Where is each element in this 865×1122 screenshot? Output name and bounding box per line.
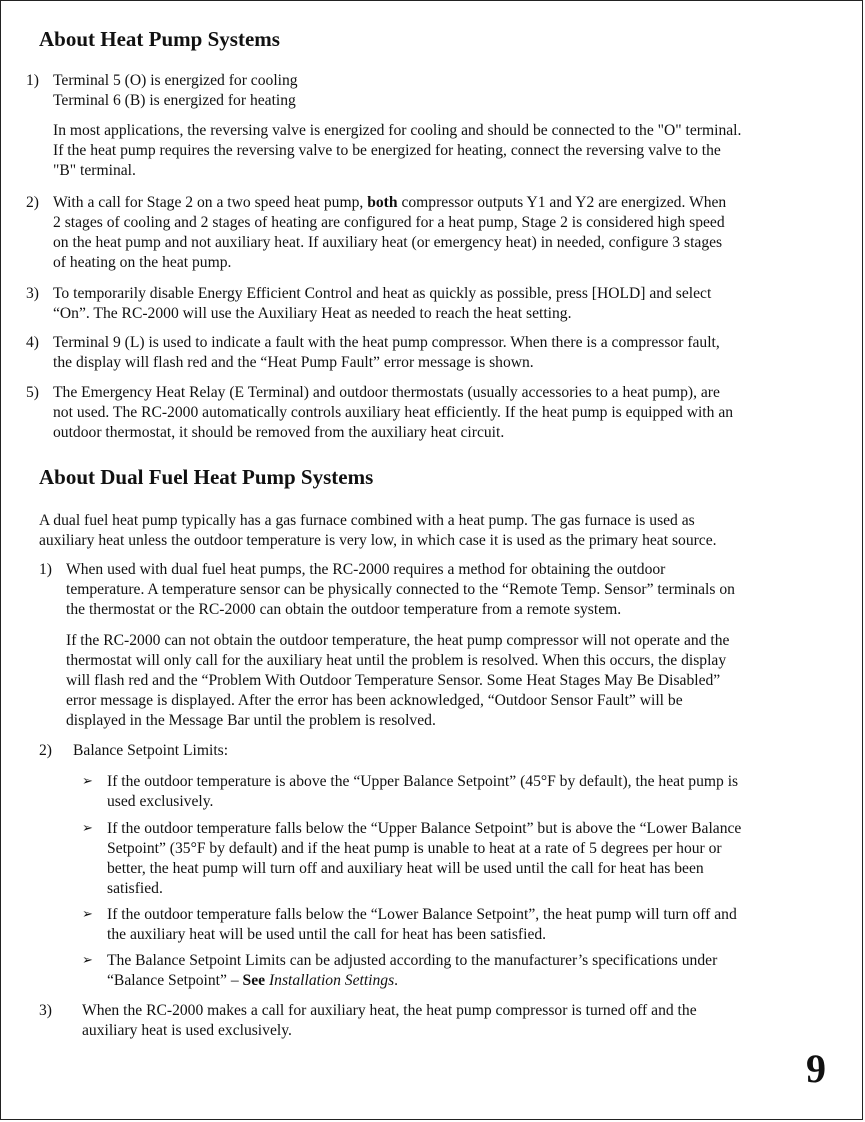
- text-line: The Balance Setpoint Limits can be adjusted according to the manufacturer’s specifications under: [107, 952, 718, 969]
- paragraph: [53, 383, 733, 443]
- paragraph: [107, 905, 737, 945]
- text-line: Terminal 5 (O) is energized for cooling: [53, 72, 298, 89]
- paragraph: [53, 193, 726, 273]
- text-line: better, the heat pump will turn off and auxiliary heat will be used until the call for heat has been: [107, 860, 704, 877]
- text-line: To temporarily disable Energy Efficient Control and heat as quickly as possible, press [HOLD] and select: [53, 285, 712, 302]
- list-number: 2): [39, 742, 52, 759]
- text-line: When used with dual fuel heat pumps, the RC-2000 requires a method for obtaining the outdoor: [66, 561, 666, 578]
- paragraph: [53, 71, 298, 111]
- text-line: temperature. A temperature sensor can be physically connected to the “Remote Temp. Sensor” terminals on: [66, 581, 735, 598]
- list-number: 3): [39, 1002, 52, 1019]
- text-line: In most applications, the reversing valve is energized for cooling and should be connected to the "O" terminal.: [53, 122, 742, 139]
- text-line: of heating on the heat pump.: [53, 254, 232, 271]
- section-heading-dual-fuel: About Dual Fuel Heat Pump Systems: [39, 465, 374, 489]
- text-line: If the outdoor temperature is above the “Upper Balance Setpoint” (45°F by default), the heat pump is: [107, 773, 739, 790]
- text-line: auxiliary heat is used exclusively.: [82, 1022, 292, 1039]
- paragraph: [107, 772, 738, 812]
- text-line: If the outdoor temperature falls below the “Upper Balance Setpoint” but is above the “Lower Balance: [107, 820, 742, 837]
- paragraph: [82, 1001, 697, 1041]
- text-line: [107, 971, 717, 991]
- arrow-bullet-icon: ➢: [82, 953, 93, 968]
- text-line: 2 stages of cooling and 2 stages of heating are configured for a heat pump, Stage 2 is considered high speed: [53, 214, 725, 231]
- paragraph: [66, 631, 729, 731]
- balance-setpoint-label: Balance Setpoint Limits:: [73, 742, 229, 759]
- text-line: When the RC-2000 makes a call for auxiliary heat, the heat pump compressor is turned off and the: [82, 1002, 697, 1019]
- text-run: “Balance Setpoint” –: [107, 972, 243, 989]
- list-number: 3): [26, 285, 39, 302]
- paragraph: [53, 333, 720, 373]
- text-line: displayed in the Message Bar until the problem is resolved.: [66, 712, 436, 729]
- arrow-bullet-icon: ➢: [82, 821, 93, 836]
- bold-text: See: [242, 972, 266, 989]
- bold-text: both: [367, 194, 398, 211]
- paragraph: [53, 284, 711, 324]
- list-number: 4): [26, 334, 39, 351]
- text-line: Terminal 9 (L) is used to indicate a fault with the heat pump compressor. When there is a compressor fault,: [53, 334, 720, 351]
- page-number: 9: [806, 1046, 826, 1091]
- arrow-bullet-icon: ➢: [82, 774, 93, 789]
- text-line: satisfied.: [107, 880, 163, 897]
- paragraph: [66, 560, 735, 620]
- italic-text: Installation Settings: [268, 972, 395, 989]
- list-number: 2): [26, 194, 39, 211]
- text-line: If the RC-2000 can not obtain the outdoor temperature, the heat pump compressor will not operate and the: [66, 632, 730, 649]
- text-line: If the heat pump requires the reversing valve to be energized for heating, connect the reversing valve to the: [53, 142, 721, 159]
- text-line: “On”. The RC-2000 will use the Auxiliary Heat as needed to reach the heat setting.: [53, 305, 572, 322]
- text-line: A dual fuel heat pump typically has a gas furnace combined with a heat pump. The gas furnace is used as: [39, 512, 695, 529]
- text-line: outdoor thermostat, it should be removed from the auxiliary heat circuit.: [53, 424, 505, 441]
- text-line: thermostat will only call for the auxiliary heat until the problem is resolved. When this occurs, the display: [66, 652, 727, 669]
- arrow-bullet-icon: ➢: [82, 907, 93, 922]
- text-line: error message is displayed. After the error has been acknowledged, “Outdoor Sensor Fault” will be: [66, 692, 683, 709]
- text-line: not used. The RC-2000 automatically controls auxiliary heat efficiently. If the heat pump is equipped with an: [53, 404, 734, 421]
- intro-paragraph: [39, 511, 717, 551]
- text-line: will flash red and the “Problem With Outdoor Temperature Sensor. Some Heat Stages May Be Disabled”: [66, 672, 721, 689]
- text-line: "B" terminal.: [53, 162, 136, 179]
- text-line: Terminal 6 (B) is energized for heating: [53, 92, 296, 109]
- list-number: 5): [26, 384, 39, 401]
- text-line: on the heat pump and not auxiliary heat. If auxiliary heat (or emergency heat) in needed, configure 3 stages: [53, 234, 723, 251]
- text-run: With a call for Stage 2 on a two speed heat pump,: [53, 194, 368, 211]
- text-line: used exclusively.: [107, 793, 214, 810]
- text-line: The Emergency Heat Relay (E Terminal) and outdoor thermostats (usually accessories to a heat pump), are: [53, 384, 720, 401]
- paragraph: [107, 951, 717, 991]
- text-line: the display will flash red and the “Heat Pump Fault” error message is shown.: [53, 354, 534, 371]
- list-number: 1): [39, 561, 52, 578]
- text-line: the thermostat or the RC-2000 can obtain the outdoor temperature from a remote system.: [66, 601, 622, 618]
- text-run: compressor outputs Y1 and Y2 are energized. When: [397, 194, 727, 211]
- list-number: 1): [26, 72, 39, 89]
- section-heading-heat-pump: About Heat Pump Systems: [39, 27, 280, 51]
- text-line: auxiliary heat unless the outdoor temperature is very low, in which case it is used as the primary heat source.: [39, 532, 717, 549]
- text-line: If the outdoor temperature falls below the “Lower Balance Setpoint”, the heat pump will turn off and: [107, 906, 737, 923]
- text-line: Setpoint” (35°F by default) and if the heat pump is unable to heat at a rate of 5 degrees per hour or: [107, 840, 722, 857]
- paragraph: [107, 819, 741, 899]
- text-line: the auxiliary heat will be used until the call for heat has been satisfied.: [107, 926, 547, 943]
- text-line: [53, 193, 726, 213]
- text-run: .: [394, 972, 399, 989]
- paragraph: [53, 121, 741, 181]
